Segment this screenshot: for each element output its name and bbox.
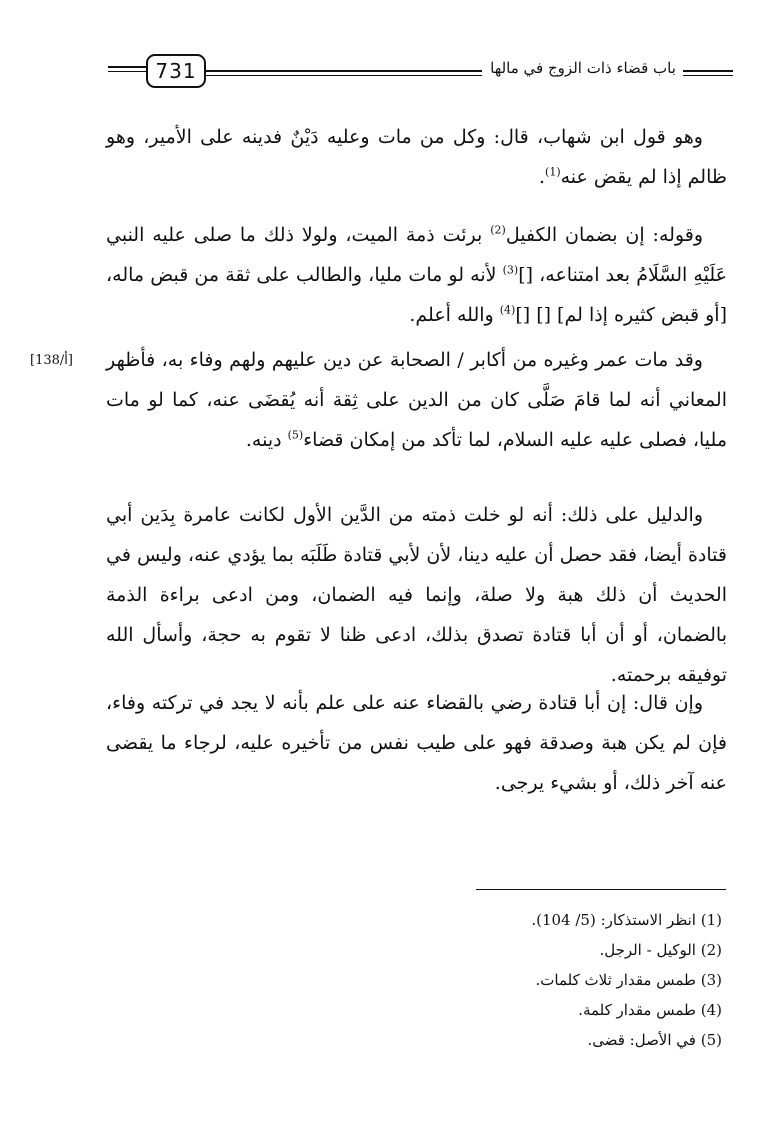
footnote-marker-5: (5) bbox=[287, 428, 304, 442]
paragraph-2-text-b: برئت ذمة الميت، ولولا ذلك ما صلى عليه النبي عَلَيْهِ السَّلَامُ بعد امتناعه، [] bbox=[106, 224, 727, 286]
footnote-1: (1) انظر الاستذكار: (5/ 104). bbox=[531, 911, 722, 929]
header-rule-left bbox=[108, 66, 148, 72]
header-rule-right bbox=[683, 70, 733, 76]
footnote-2: (2) الوكيل - الرجل. bbox=[599, 941, 722, 959]
paragraph-1-text: وهو قول ابن شهاب، قال: وكل من مات وعليه دَيْنٌ فدينه على الأمير، وهو ظالم إذا لم يقض عنه bbox=[106, 126, 727, 188]
running-title: باب قضاء ذات الزوج في مالها bbox=[490, 59, 676, 77]
paragraph-4: والدليل على ذلك: أنه لو خلت ذمته من الدَّين الأول لكانت عامرة بِدَين أبي قتادة أيضا، فقد حصل أن عليه دينا، لأن لأبي قتادة طَلَبَه بما يؤدي عنه، وليس في الحديث أن ذلك هبة ولا صلة، وإنما فيه الضمان، ومن ادعى براءة الذمة بالضمان، أو أن أبا قتادة تصدق بذلك، ادعى ظنا لا تقوم به حجة، وأسأل الله توفيقه برحمته. bbox=[106, 504, 727, 686]
manuscript-folio-reference: [138/أ] bbox=[30, 353, 73, 368]
paragraph-3-text-b: دينه. bbox=[245, 429, 288, 451]
footnote-5: (5) في الأصل: قضى. bbox=[587, 1031, 722, 1049]
paragraph-2 bbox=[106, 215, 727, 335]
paragraph-5: وإن قال: إن أبا قتادة رضي بالقضاء عنه على علم بأنه لا يجد في تركته وفاء، فإن لم يكن هبة وصدقة فهو على طيب نفس من تأخيره عليه، لرجاء ما يقضى عنه آخر ذلك، أو بشيء يرجى. bbox=[106, 692, 727, 794]
footnote-marker-1: (1) bbox=[545, 165, 561, 179]
header-rule-middle bbox=[204, 70, 482, 76]
footnote-marker-2: (2) bbox=[490, 223, 506, 237]
footnotes bbox=[400, 905, 722, 1055]
paragraph-1 bbox=[106, 117, 727, 197]
footnote-4: (4) طمس مقدار كلمة. bbox=[578, 1001, 722, 1019]
footnote-marker-3: (3) bbox=[502, 263, 519, 277]
paragraph-2-text-d: والله أعلم. bbox=[409, 304, 500, 326]
footnote-separator bbox=[476, 889, 726, 890]
paragraph-2-text-c: لأنه لو مات مليا، والطالب على ثقة من قبض ماله، [أو قبض كثيره إذا لم] [] [] bbox=[106, 264, 727, 326]
paragraph-3 bbox=[106, 340, 727, 460]
paragraph-1-end: . bbox=[538, 166, 546, 188]
paragraph-3-text-a: وقد مات عمر وغيره من أكابر / الصحابة عن دين عليهم ولهم وفاء به، فأظهر المعاني أنه لما قامَ صَلَّى كان من الدين على ثِقة أنه يُقضَى عنه، كما لو مات مليا، فصلى عليه عليه السلام، لما تأكد من إمكان قضاء bbox=[106, 349, 727, 451]
footnote-3: (3) طمس مقدار ثلاث كلمات. bbox=[535, 971, 722, 989]
page-number: 731 bbox=[146, 54, 206, 88]
paragraph-2-text-a: وقوله: إن بضمان الكفيل bbox=[505, 224, 703, 246]
footnote-marker-4: (4) bbox=[499, 303, 516, 317]
